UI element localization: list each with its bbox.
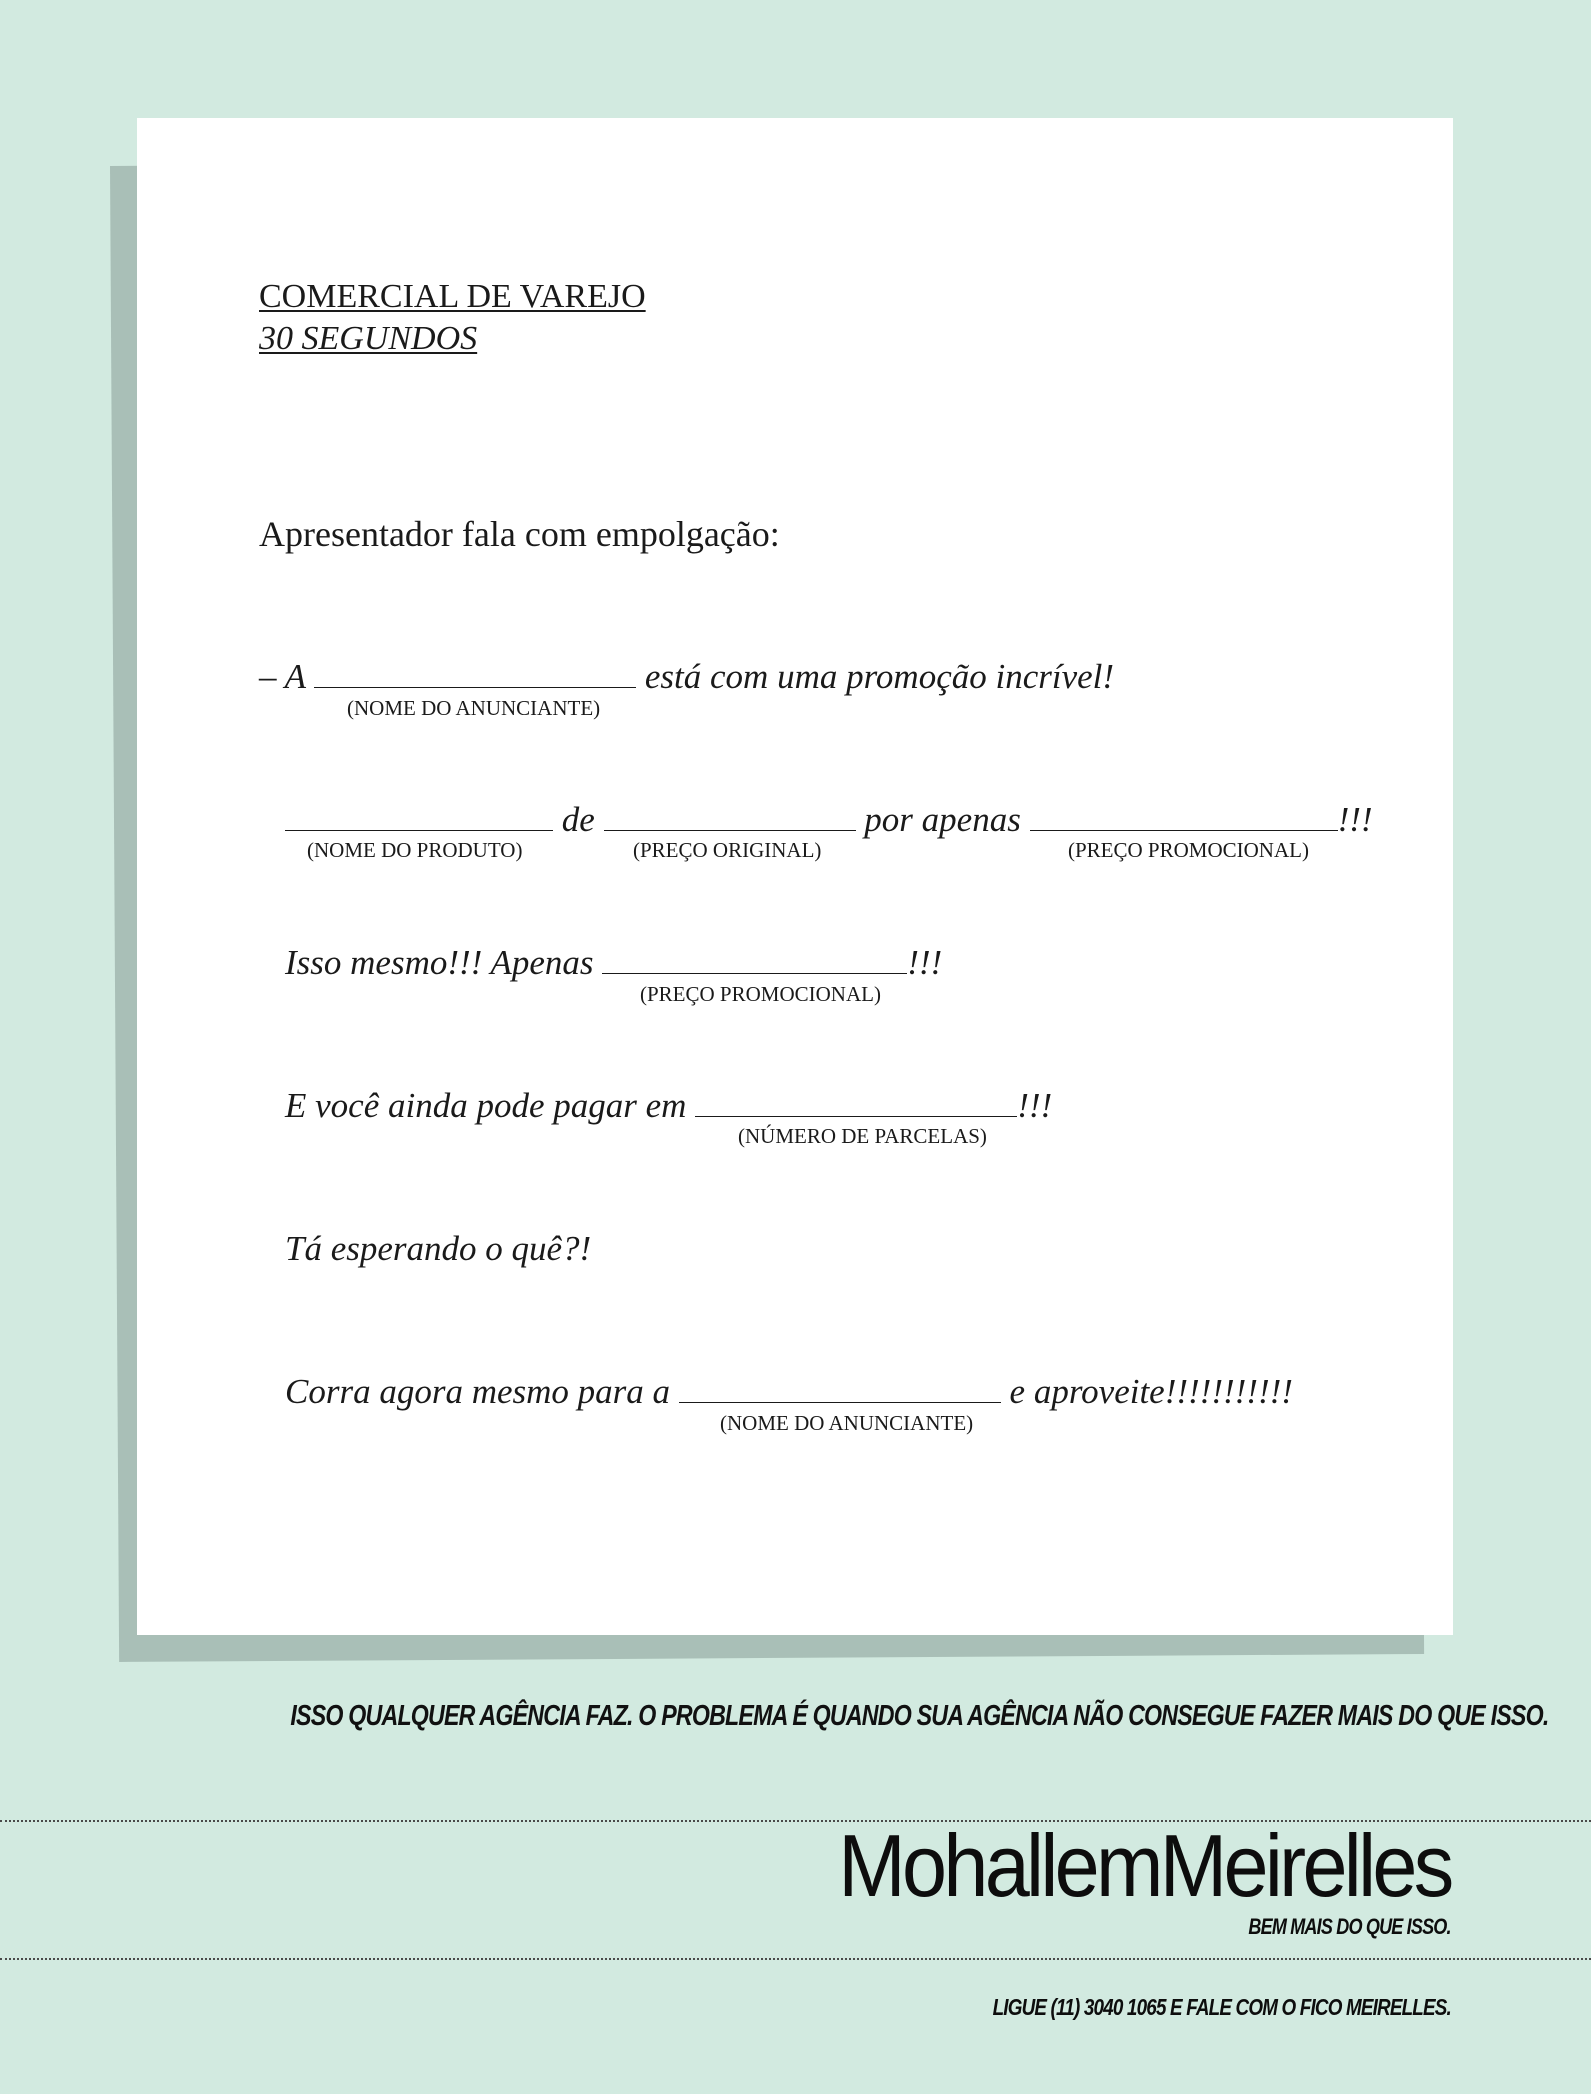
- script-duration: 30 SEGUNDOS: [259, 320, 478, 357]
- promo-price-caption: (PREÇO PROMOCIONAL): [1068, 838, 1309, 862]
- dotted-divider-bottom: [0, 1958, 1591, 1960]
- script-line-1: [259, 657, 1114, 697]
- installments-caption: (NÚMERO DE PARCELAS): [738, 1124, 987, 1148]
- brand-logo: MohallemMeirelles: [838, 1816, 1451, 1915]
- script-title: COMERCIAL DE VAREJO: [259, 278, 646, 315]
- tagline: ISSO QUALQUER AGÊNCIA FAZ. O PROBLEMA É QUANDO SUA AGÊNCIA NÃO CONSEGUE FAZER MAIS DO QUE ISSO.: [290, 1700, 1549, 1732]
- original-price-caption: (PREÇO ORIGINAL): [633, 838, 822, 862]
- product-name-blank: [285, 829, 553, 831]
- script-line-3: [285, 943, 942, 983]
- promo-price-caption-2: (PREÇO PROMOCIONAL): [640, 982, 881, 1006]
- line-4-suffix: !!!: [1017, 1086, 1053, 1125]
- line-6-suffix: e aproveite!!!!!!!!!!!: [1009, 1372, 1293, 1411]
- script-line-5: Tá esperando o quê?!: [285, 1229, 592, 1268]
- advertiser-name-blank-2: [679, 1401, 1001, 1403]
- promo-price-blank: [1030, 829, 1338, 831]
- line-2-suffix: !!!: [1337, 800, 1373, 839]
- script-line-4: [285, 1086, 1052, 1126]
- script-line-6: [285, 1372, 1293, 1412]
- line-2-connector-por: por apenas: [864, 800, 1021, 839]
- advertiser-name-caption: (NOME DO ANUNCIANTE): [347, 696, 601, 720]
- script-intro: Apresentador fala com empolgação:: [259, 514, 780, 554]
- advertiser-name-blank: [314, 686, 636, 688]
- script-line-2: [285, 800, 1373, 840]
- installments-blank: [695, 1115, 1017, 1117]
- script-paper: [137, 118, 1453, 1635]
- line-1-prefix: – A: [259, 657, 306, 696]
- line-6-prefix: Corra agora mesmo para a: [285, 1372, 671, 1411]
- advertiser-name-caption-2: (NOME DO ANUNCIANTE): [720, 1411, 974, 1435]
- line-1-suffix: está com uma promoção incrível!: [644, 657, 1115, 696]
- line-2-connector-de: de: [561, 800, 595, 839]
- promo-price-blank-2: [602, 972, 907, 974]
- line-3-prefix: Isso mesmo!!! Apenas: [285, 943, 594, 982]
- original-price-blank: [604, 829, 856, 831]
- product-name-caption: (NOME DO PRODUTO): [307, 838, 523, 862]
- contact-line: LIGUE (11) 3040 1065 E FALE COM O FICO MEIRELLES.: [992, 1994, 1451, 2020]
- line-3-suffix: !!!: [907, 943, 943, 982]
- brand-slogan: BEM MAIS DO QUE ISSO.: [1248, 1914, 1451, 1939]
- line-4-prefix: E você ainda pode pagar em: [285, 1086, 687, 1125]
